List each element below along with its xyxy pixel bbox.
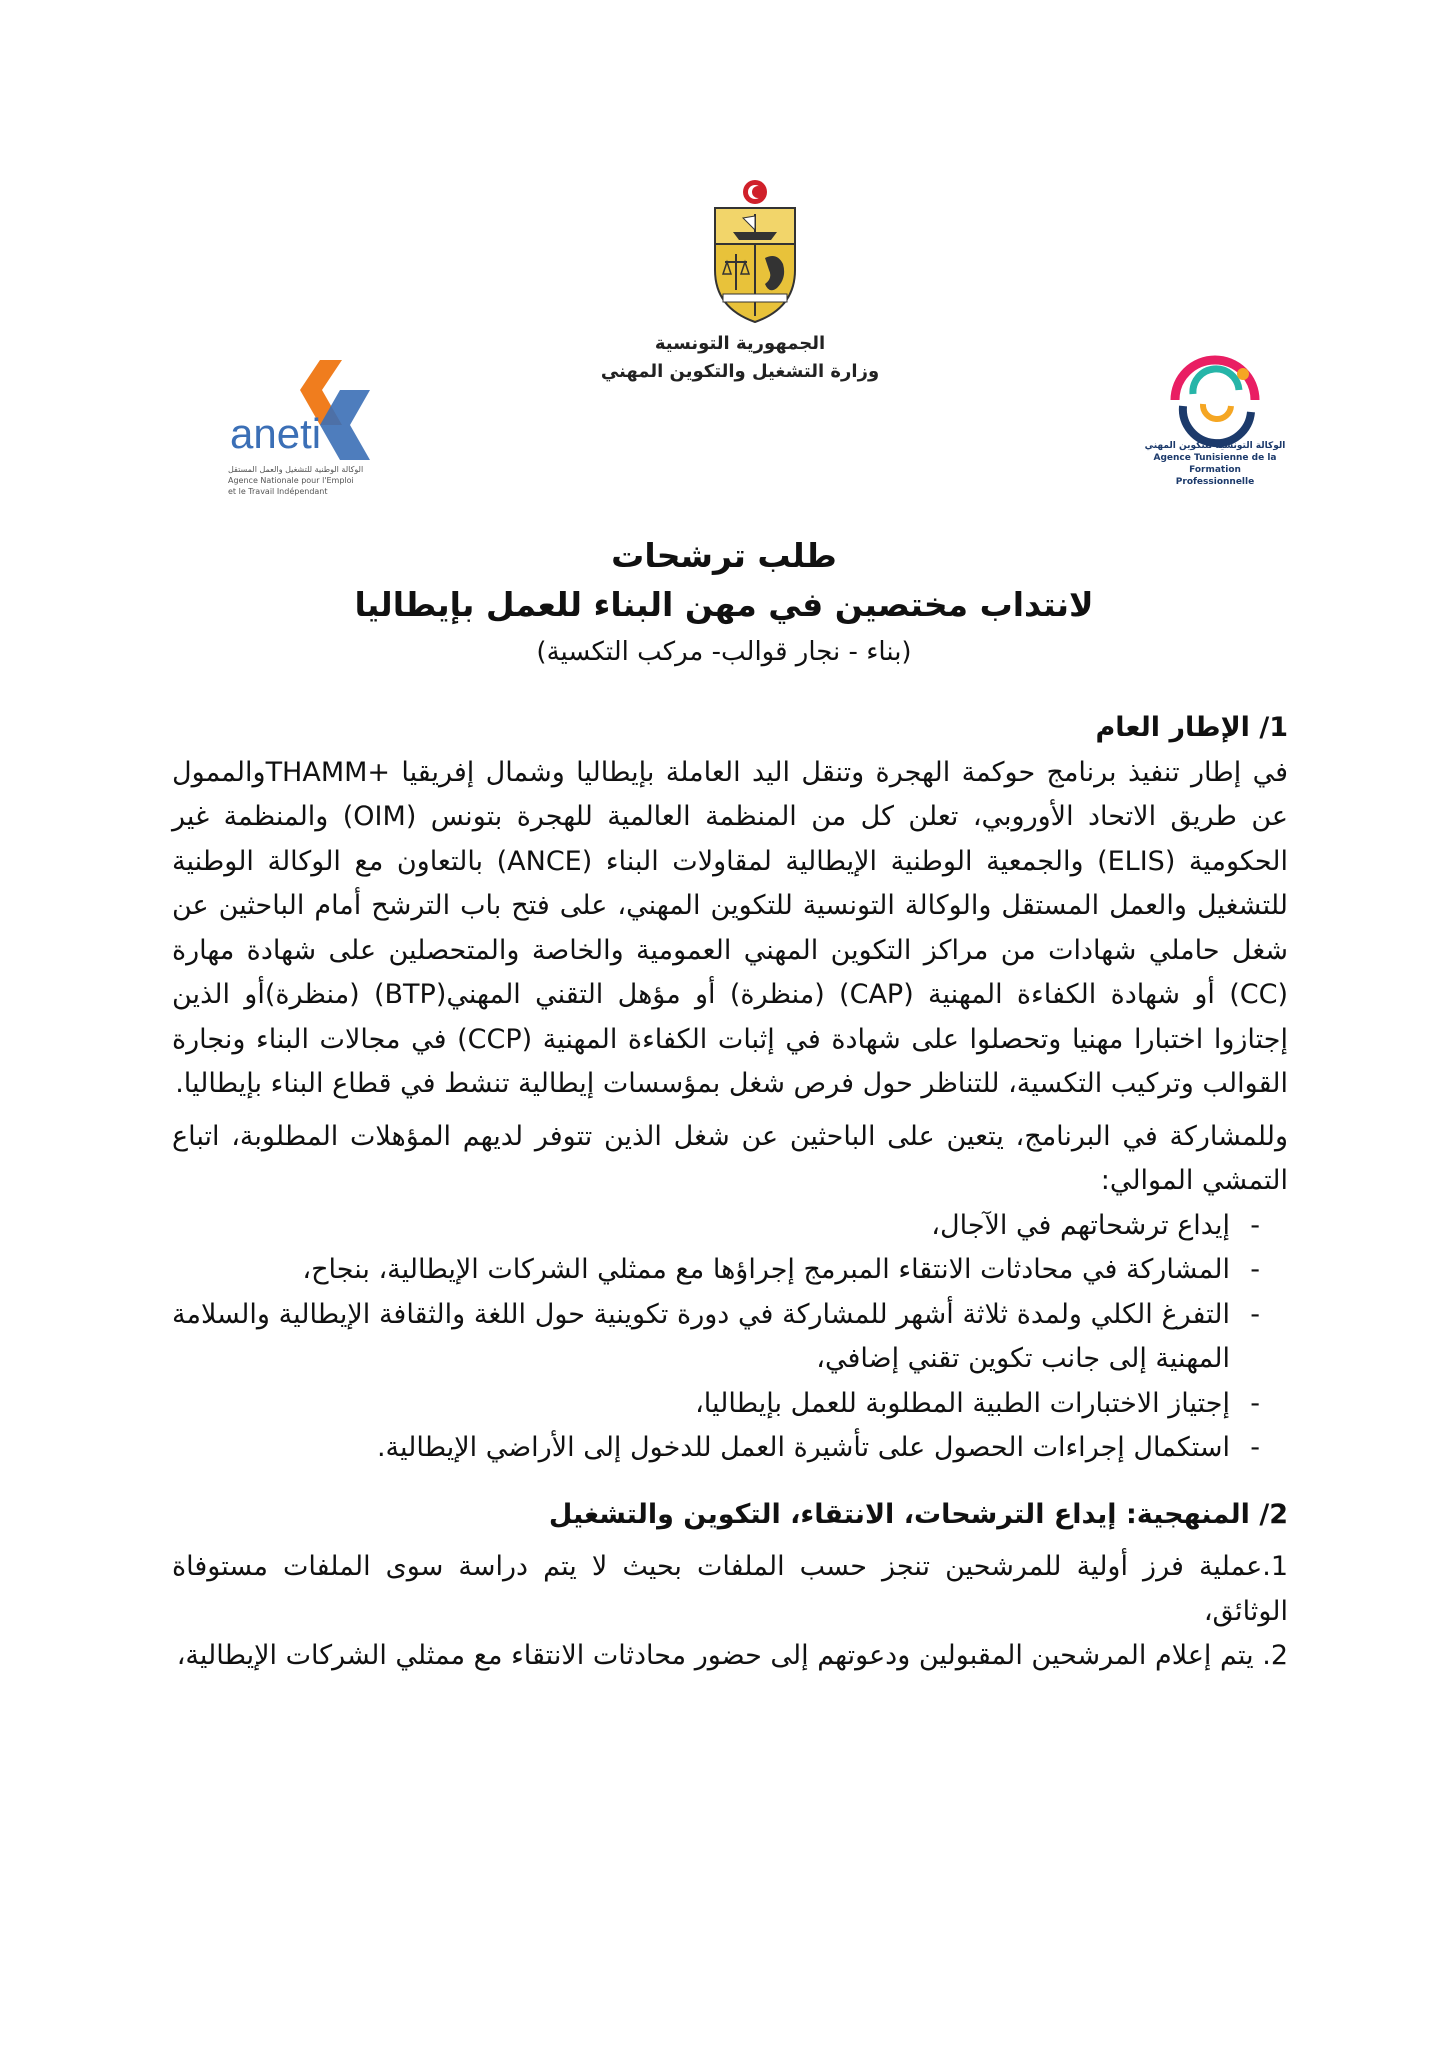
aneti-subtitle-fr-2: et le Travail Indépendant — [228, 487, 328, 496]
atfp-caption-ar: الوكالة التونسية للتكوين المهني — [1144, 441, 1286, 451]
aneti-subtitle-fr-1: Agence Nationale pour l'Emploi — [228, 476, 354, 485]
title-line-1: طلب ترشحات — [611, 536, 837, 575]
document-titles — [150, 532, 1298, 674]
section-1-heading: 1/ الإطار العام — [1095, 712, 1288, 743]
ministry-header — [560, 330, 920, 386]
title-line-2: لانتداب مختصين في مهن البناء للعمل بإيطاليا — [354, 585, 1094, 624]
republic-name: الجمهورية التونسية — [654, 333, 826, 354]
ministry-name: وزارة التشغيل والتكوين المهني — [600, 361, 880, 382]
title-line-3: (بناء - نجار قوالب- مركب التكسية) — [536, 637, 912, 667]
list-item: - إجتياز الاختبارات الطبية المطلوبة للعمل بإيطاليا، — [172, 1382, 1288, 1427]
list-item: - إيداع ترشحاتهم في الآجال، — [172, 1204, 1288, 1249]
document-body — [172, 706, 1288, 1679]
atfp-logo-caption — [1140, 440, 1290, 488]
section-1-paragraph-1: في إطار تنفيذ برنامج حوكمة الهجرة وتنقل اليد العاملة بإيطاليا وشمال إفريقيا +THAMMوالممول عن طريق الاتحاد الأوروبي، تعلن كل من المنظمة العالمية للهجرة بتونس (OIM) والمنظمة غير الحكومية (ELIS) والجمعية الوطنية الإيطالية لمقاولات البناء (ANCE) بالتعاون مع الوكالة الوطنية للتشغيل والعمل المستقل والوكالة التونسية للتكوين المهني، على فتح باب الترشح أمام الباحثين عن شغل حاملي شهادات من مراكز التكوين المهني العمومية والخاصة والمتحصلين على شهادة مهارة (CC) أو شهادة الكفاءة المهنية (CAP) (منظرة) أو مؤهل التقني المهني(BTP) (منظرة)أو الذين إجتازوا اختبارا مهنيا وتحصلوا على شهادة في إثبات الكفاءة المهنية (CCP) في مجالات البناء ونجارة القوالب وتركيب التكسية، للتناظر حول فرص شغل بمؤسسات إيطالية تنشط في قطاع البناء بإيطاليا. — [172, 756, 1289, 1099]
step-item: 2. يتم إعلام المرشحين المقبولين ودعوتهم إلى حضور محادثات الانتقاء مع ممثلي الشركات الإيطالية، — [176, 1640, 1288, 1671]
tunisia-coat-of-arms-icon — [703, 178, 807, 326]
list-item: - التفرغ الكلي ولمدة ثلاثة أشهر للمشاركة في دورة تكوينية حول اللغة والثقافة الإيطالية والسلامة المهنية إلى جانب تكوين تقني إضافي، — [172, 1293, 1288, 1382]
atfp-caption-fr-2: Professionnelle — [1175, 477, 1255, 487]
aneti-subtitle — [228, 464, 398, 497]
list-item: - استكمال إجراءات الحصول على تأشيرة العمل للدخول إلى الأراضي الإيطالية. — [172, 1426, 1288, 1471]
atfp-caption-fr-1: Agence Tunisienne de la Formation — [1153, 453, 1277, 475]
section-2-heading: 2/ المنهجية: إيداع الترشحات، الانتقاء، التكوين والتشغيل — [548, 1498, 1288, 1530]
aneti-logo-text: aneti — [230, 410, 322, 457]
step-item: 1.عملية فرز أولية للمرشحين تنجز حسب الملفات بحيث لا يتم دراسة سوى الملفات مستوفاة الوثائق، — [172, 1551, 1288, 1627]
requirements-list — [172, 1204, 1288, 1471]
atfp-logo-icon — [1155, 350, 1275, 450]
list-item: - المشاركة في محادثات الانتقاء المبرمج إجراؤها مع ممثلي الشركات الإيطالية، بنجاح، — [172, 1248, 1288, 1293]
section-1-paragraph-2: وللمشاركة في البرنامج، يتعين على الباحثين عن شغل الذين تتوفر لديهم المؤهلات المطلوبة، اتباع التمشي الموالي: — [172, 1120, 1288, 1196]
aneti-subtitle-ar: الوكالة الوطنية للتشغيل والعمل المستقل — [228, 465, 364, 474]
